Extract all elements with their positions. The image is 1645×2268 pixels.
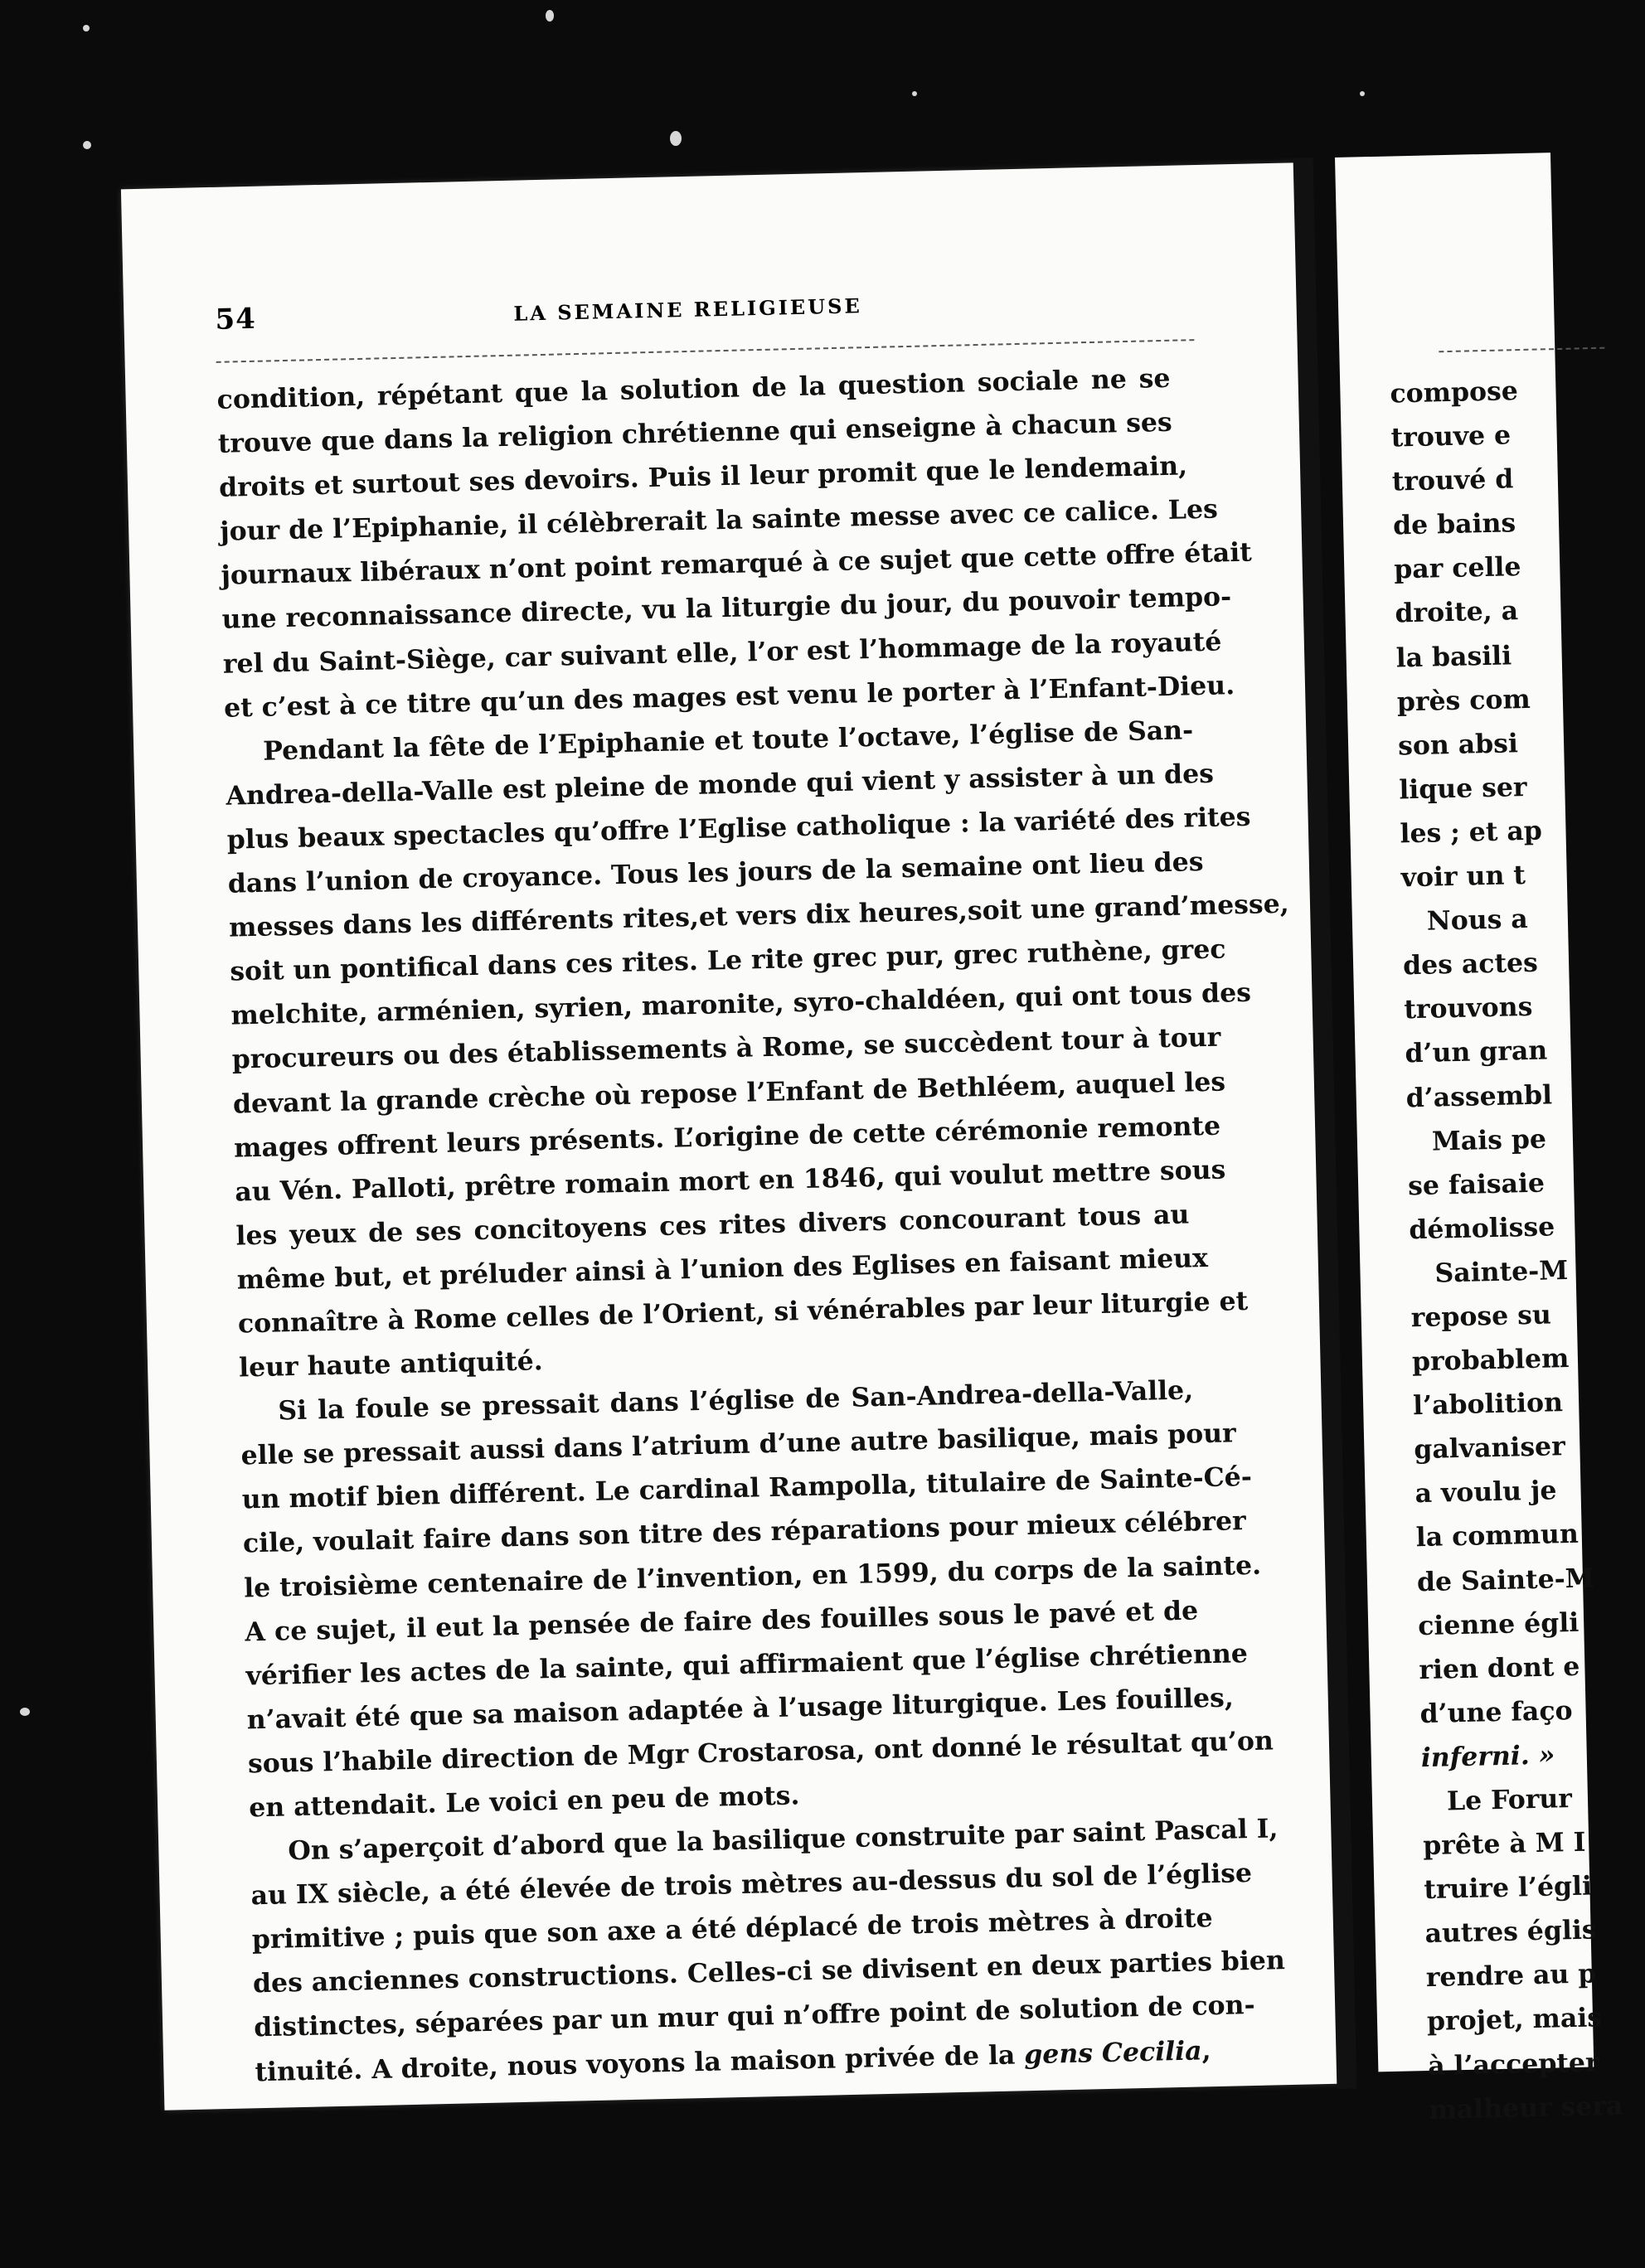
text-line: journaux libéraux n’ont point remarqué à ce sujet que cette offre était — [221, 536, 1253, 592]
text-line: cile, voulait faire dans son titre des réparations pour mieux célébrer — [242, 1505, 1247, 1559]
text-line: droits et surtout ses devoirs. Puis il leur promit que le lendemain, — [218, 450, 1188, 504]
text-line: connaître à Rome celles de l’Orient, si vénérables par leur liturgie et — [237, 1285, 1249, 1340]
scan-speck — [83, 141, 91, 149]
italic-text: gens Cecilia — [1023, 2034, 1202, 2070]
text-line: démolisse — [1408, 1211, 1555, 1246]
header-rule — [1439, 347, 1604, 353]
text-line: vérifier les actes de la sainte, qui affirmaient que l’église chrétienne — [245, 1637, 1249, 1692]
text-line: même but, et préluder ainsi à l’union des Eglises en faisant mieux — [236, 1242, 1209, 1296]
text-line: les yeux de ses concitoyens ces rites divers concourant tous au — [235, 1199, 1190, 1252]
text-line: condition, répétant que la solution de la question sociale ne se — [216, 362, 1171, 415]
text-line: lique ser — [1398, 771, 1527, 806]
text-line: rendre au p — [1425, 1958, 1597, 1994]
text-line: à l’accepter — [1427, 2046, 1599, 2081]
text-line: une reconnaissance directe, vu la liturgie du jour, du pouvoir tempo- — [221, 581, 1232, 636]
text-line: Mais pe — [1431, 1123, 1547, 1157]
text-line: de Sainte-M — [1416, 1562, 1594, 1597]
text-line: un motif bien différent. Le cardinal Rampolla, titulaire de Sainte-Cé- — [241, 1461, 1253, 1515]
text-line: a voulu je — [1415, 1475, 1557, 1510]
text-line: leur haute antiquité. — [238, 1345, 544, 1384]
text-line: d’assembl — [1405, 1078, 1553, 1113]
text-line: au Vén. Palloti, prêtre romain mort en 1846, qui voulut mettre sous — [234, 1154, 1226, 1208]
text-line: procureurs ou des établissements à Rome, se succèdent tour à tour — [231, 1021, 1221, 1076]
text-line: projet, mais — [1426, 2002, 1603, 2038]
text-line: d’un gran — [1405, 1035, 1548, 1069]
text-line: se faisaie — [1407, 1167, 1546, 1202]
text-line: dans l’union de croyance. Tous les jours de la semaine ont lieu des — [227, 846, 1204, 899]
text-line: Andrea-della-Valle est pleine de monde qui vient y assister à un des — [226, 758, 1215, 812]
left-page — [121, 162, 1342, 2110]
text-line: galvaniser — [1413, 1431, 1566, 1466]
scan-speck — [546, 10, 554, 22]
running-head — [215, 281, 1194, 345]
text-line: primitive ; puis que son axe a été déplacé de trois mètres à droite — [251, 1902, 1213, 1955]
body-text — [216, 356, 1290, 2094]
text-line: droite, a — [1395, 595, 1519, 629]
running-title: LA SEMAINE RELIGIEUSE — [513, 293, 863, 326]
text-line: Le Forur — [1446, 1783, 1573, 1817]
text-line: d’une faço — [1419, 1694, 1573, 1729]
right-page — [1335, 153, 1623, 2125]
text-line: prête à M I — [1422, 1826, 1586, 1862]
text-line: Pendant la fête de l’Epiphanie et toute l’octave, l’église de San- — [262, 714, 1194, 767]
text-line: des anciennes constructions. Celles-ci se divisent en deux parties bien — [252, 1945, 1286, 1999]
text-line: n’avait été que sa maison adaptée à l’usage liturgique. Les fouilles, — [246, 1682, 1235, 1736]
text-line: plus beaux spectacles qu’offre l’Eglise catholique : la variété des rites — [226, 801, 1251, 855]
text-line: des actes — [1402, 947, 1539, 981]
text-line: On s’aperçoit d’abord que la basilique construite par saint Pascal I, — [287, 1813, 1279, 1867]
text-line: le troisième centenaire de l’invention, en 1599, du corps de la sainte. — [243, 1549, 1262, 1604]
text-line: l’abolition — [1412, 1387, 1564, 1422]
body-text — [1390, 368, 1623, 2132]
text-line: par celle — [1393, 551, 1521, 585]
text-line: trouvé d — [1391, 463, 1514, 497]
text-line: elle se pressait aussi dans l’atrium d’une autre basilique, mais pour — [240, 1418, 1237, 1471]
text-line: tinuité. A droite, nous voyons la maison privée de la gens Cecilia, — [255, 2034, 1211, 2087]
text-line: rien dont e — [1418, 1650, 1580, 1685]
text-line: trouve e — [1390, 419, 1512, 453]
text-line: probablem — [1411, 1343, 1570, 1378]
text-line: inferni. » — [1420, 1739, 1555, 1774]
text-line: son absi — [1397, 727, 1519, 762]
text-line: près com — [1396, 683, 1531, 718]
scan-speck — [912, 91, 917, 96]
scan-speck — [83, 25, 90, 32]
text-line: sous l’habile direction de Mgr Crostarosa, ont donné le résultat qu’on — [247, 1725, 1274, 1780]
text-line: A ce sujet, il eut la pensée de faire des fouilles sous le pavé et de — [244, 1595, 1199, 1648]
text-line: et c’est à ce titre qu’un des mages est venu le porter à l’Enfant-Dieu. — [223, 669, 1235, 724]
text-line: messes dans les différents rites,et vers dix heures,soit une grand’messe, — [228, 888, 1290, 943]
scan-speck — [20, 1708, 30, 1716]
text-line: distinctes, séparées par un mur qui n’offre point de solution de con- — [253, 1989, 1255, 2043]
text-line: voir un t — [1400, 860, 1526, 894]
scan-speck — [670, 131, 682, 146]
text-line: mages offrent leurs présents. L’origine de cette cérémonie remonte — [233, 1110, 1221, 1164]
text-line: compose — [1390, 376, 1519, 410]
text-line: la commun — [1415, 1519, 1579, 1553]
text-line: trouvons — [1403, 991, 1533, 1025]
text-line: au IX siècle, a été élevée de trois mètres au-dessus du sol de l’église — [250, 1858, 1253, 1912]
text-line: de bains — [1392, 507, 1516, 541]
text-line: en attendait. Le voici en peu de mots. — [248, 1780, 800, 1824]
text-line: malheur sera — [1429, 2090, 1623, 2125]
scan-speck — [1360, 91, 1365, 96]
text-line: repose su — [1410, 1299, 1552, 1334]
text-line: la basili — [1395, 639, 1512, 674]
text-line: Si la foule se pressait dans l’église de San-Andrea-della-Valle, — [277, 1374, 1194, 1427]
text-line: truire l’égli — [1424, 1870, 1593, 1906]
text-line: rel du Saint-Siège, car suivant elle, l’or est l’hommage de la royauté — [222, 625, 1222, 680]
text-line: melchite, arménien, syrien, maronite, syro-chaldéen, qui ont tous des — [230, 977, 1252, 1031]
text-line: devant la grande crèche où repose l’Enfant de Bethléem, auquel les — [232, 1065, 1226, 1120]
text-line: jour de l’Epiphanie, il célèbrerait la sainte messe avec ce calice. Les — [219, 493, 1219, 548]
text-line: cienne égli — [1417, 1606, 1579, 1641]
text-line: Sainte-M — [1434, 1254, 1569, 1289]
page-number: 54 — [215, 302, 257, 337]
text-line: soit un pontifical dans ces rites. Le rite grec pur, grec ruthène, grec — [229, 933, 1226, 987]
text-line: Nous a — [1426, 904, 1529, 937]
text-line: autres églis — [1424, 1914, 1597, 1950]
text-line: les ; et ap — [1400, 815, 1543, 850]
text-line: trouve que dans la religion chrétienne qui enseigne à chacun ses — [217, 406, 1173, 459]
